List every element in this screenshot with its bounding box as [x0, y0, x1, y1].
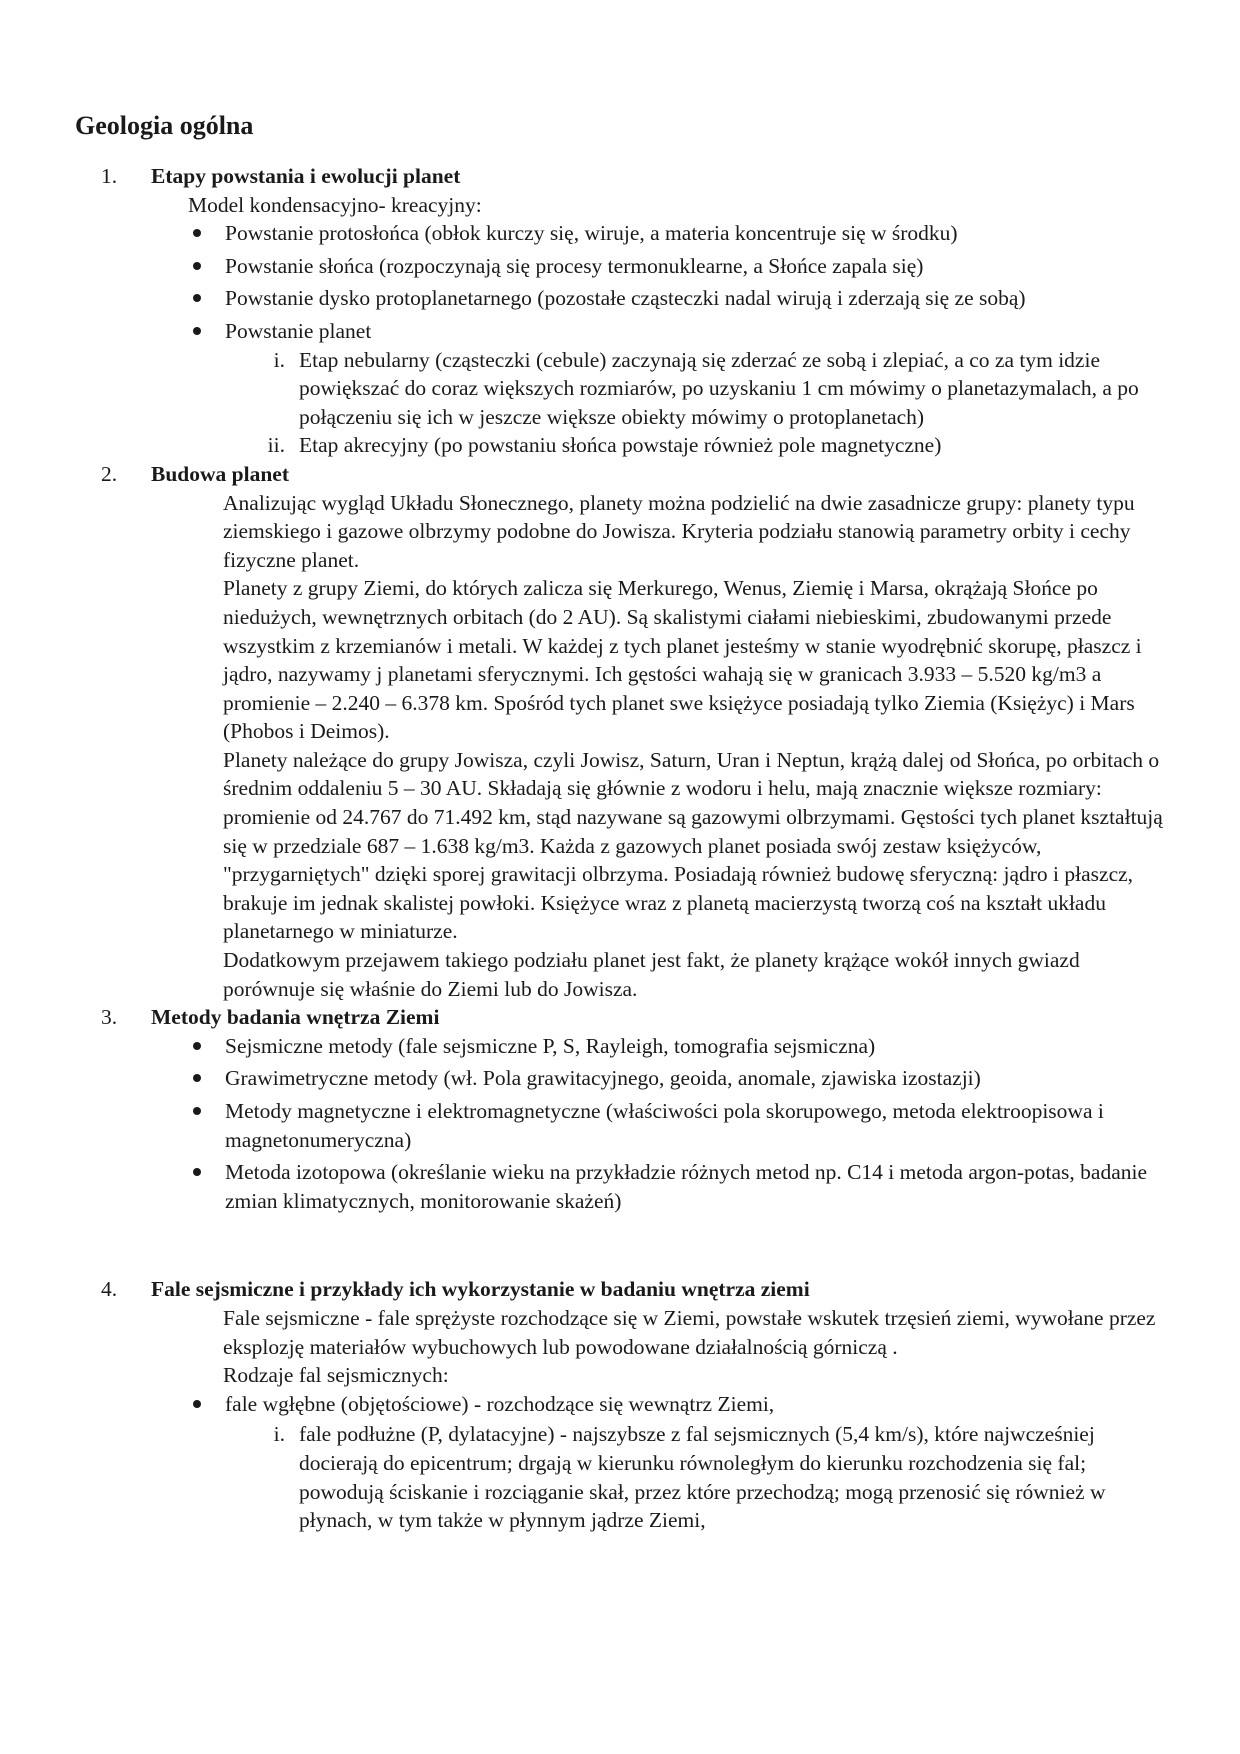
section-heading — [75, 460, 1170, 489]
bullet-icon — [193, 262, 201, 270]
list-item: Metody magnetyczne i elektromagnetyczne (właściwości pola skorupowego, metoda elektroopisowa i magnetonumeryczna) — [75, 1097, 1170, 1154]
list-item: i. fale podłużne (P, dylatacyjne) - najszybsze z fal sejsmicznych (5,4 km/s), które najwcześniej docierają do epicentrum; drgają w kierunku równoległym do kierunku rozchodzenia się fal; powodują ściskanie i rozciąganie skał, przez które przechodzą; mogą przenosić się również w płynach, w tym także w płynnym jądrze Ziemi, — [273, 1422, 1106, 1533]
list-item: Powstanie dysko protoplanetarnego (pozostałe cząsteczki nadal wirują i zderzają się ze sobą) — [75, 284, 1170, 313]
paragraph: Rodzaje fal sejsmicznych: — [223, 1363, 449, 1388]
section-number: 1. — [101, 164, 118, 188]
bullet-icon — [193, 1400, 201, 1408]
section-heading — [75, 1275, 1170, 1304]
bullet-icon — [193, 327, 201, 335]
section-title: Metody badania wnętrza Ziemi — [151, 1005, 440, 1030]
section-intro: Model kondensacyjno- kreacyjny: — [188, 192, 482, 217]
list-item: Powstanie protosłońca (obłok kurczy się, wiruje, a materia koncentruje się w środku) — [75, 219, 1170, 248]
document-title: Geologia ogólna — [75, 111, 254, 140]
roman-list — [75, 1420, 1170, 1534]
paragraph: Fale sejsmiczne - fale sprężyste rozchodzące się w Ziemi, powstałe wskutek trzęsień ziemi, wywołane przez eksplozję materiałów wybuchowych lub powodowane działalnością górniczą . — [223, 1305, 1156, 1359]
bullet-icon — [193, 1074, 201, 1082]
bullet-icon — [193, 1168, 201, 1176]
section-1 — [75, 162, 1170, 460]
document-page — [75, 110, 1170, 1535]
section-title: Budowa planet — [151, 461, 289, 486]
paragraph: Analizując wygląd Układu Słonecznego, planety można podzielić na dwie zasadnicze grupy: planety typu ziemskiego i gazowe olbrzymy podobne do Jowisza. Kryteria podziału stanowią parametry orbity i cechy fizyczne planet. — [223, 490, 1135, 572]
roman-list — [75, 346, 1170, 460]
bullet-icon — [193, 294, 201, 302]
list-item: Metoda izotopowa (określanie wieku na przykładzie różnych metod np. C14 i metoda argon-potas, badanie zmian klimatycznych, monitorowanie skażeń) — [75, 1158, 1170, 1215]
section-heading — [75, 1003, 1170, 1032]
list-item: Sejsmiczne metody (fale sejsmiczne P, S, Rayleigh, tomografia sejsmiczna) — [75, 1032, 1170, 1061]
section-number: 2. — [101, 461, 118, 486]
list-item: ii. Etap akrecyjny (po powstaniu słońca powstaje również pole magnetyczne) — [267, 433, 942, 458]
bullet-list — [75, 1390, 1170, 1419]
bullet-icon — [193, 1042, 201, 1050]
section-title: Etapy powstania i ewolucji planet — [151, 164, 461, 188]
section-number: 3. — [101, 1005, 118, 1030]
section-title: Fale sejsmiczne i przykłady ich wykorzystanie w badaniu wnętrza ziemi — [151, 1277, 810, 1302]
list-item: Grawimetryczne metody (wł. Pola grawitacyjnego, geoida, anomale, zjawiska izostazji) — [75, 1064, 1170, 1093]
bullet-icon — [193, 229, 201, 237]
bullet-list — [75, 1032, 1170, 1216]
paragraph: Planety z grupy Ziemi, do których zalicza się Merkurego, Wenus, Ziemię i Marsa, okrążają Słońce po niedużych, wewnętrznych orbitach (do 2 AU). Są skalistymi ciałami niebieskimi, zbudowanymi przede wszystkim z krzemianów i metali. W każdej z tych planet jesteśmy w stanie wyodrębnić skorupę, płaszcz i jądro, nazywamy j planetami sferycznymi. Ich gęstości wahają się w granicach 3.933 – 5.520 kg/m3 a promienie – 2.240 – 6.378 km. Spośród tych planet swe księżyce posiadają tylko Ziemia (Księżyc) i Mars (Phobos i Deimos). — [223, 576, 1142, 744]
list-item: i. Etap nebularny (cząsteczki (cebule) zaczynają się zderzać ze sobą i zlepiać, a co za tym idzie powiększać do coraz większych rozmiarów, po uzyskaniu 1 cm mówimy o planetazymalach, a po połączeniu się ich w jeszcze większe obiekty mówimy o protoplanetach) — [273, 347, 1139, 429]
section-heading — [75, 162, 1170, 191]
section-number: 4. — [101, 1277, 118, 1302]
section-3 — [75, 1003, 1170, 1215]
section-4 — [75, 1275, 1170, 1534]
bullet-list — [75, 219, 1170, 345]
bullet-icon — [193, 1107, 201, 1115]
section-2 — [75, 460, 1170, 1003]
paragraph: Planety należące do grupy Jowisza, czyli Jowisz, Saturn, Uran i Neptun, krążą dalej od Słońca, po orbitach o średnim oddaleniu 5 – 30 AU. Składają się głównie z wodoru i helu, mają znacznie większe rozmiary: promienie od 24.767 do 71.492 km, stąd nazywane są gazowymi olbrzymami. Gęstości tych planet kształtują się w przedziale 687 – 1.638 kg/m3. Każda z gazowych planet posiada swój zestaw księżyców, "przygarniętych" dzięki sporej grawitacji olbrzyma. Posiadają również budowę sferyczną: jądro i płaszcz, brakuje im jednak skalistej powłoki. Księżyce wraz z planetą macierzystą tworzą coś na kształt układu planetarnego w miniaturze. — [223, 747, 1163, 944]
list-item: fale wgłębne (objętościowe) - rozchodzące się wewnątrz Ziemi, — [75, 1390, 1170, 1419]
list-item: Powstanie słońca (rozpoczynają się procesy termonuklearne, a Słońce zapala się) — [75, 252, 1170, 281]
paragraph: Dodatkowym przejawem takiego podziału planet jest fakt, że planety krążące wokół innych gwiazd porównuje się właśnie do Ziemi lub do Jowisza. — [223, 948, 1080, 1001]
spacer — [75, 1219, 1170, 1275]
list-item: Powstanie planet — [75, 317, 1170, 346]
